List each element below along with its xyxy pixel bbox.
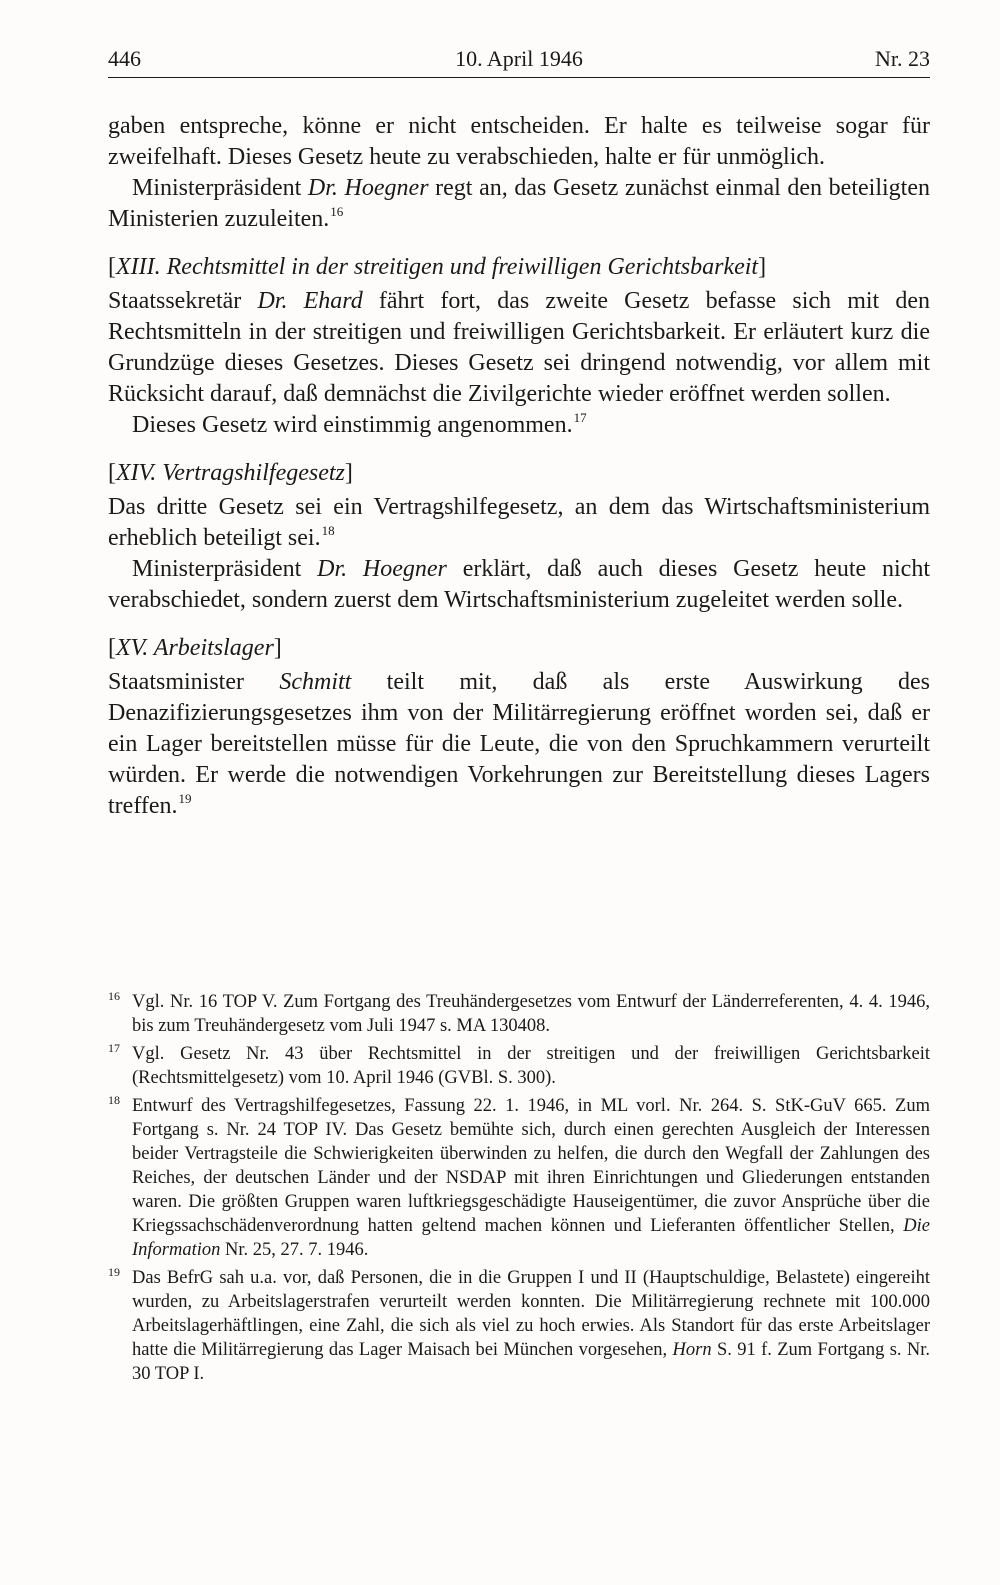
footnote-17 bbox=[108, 1042, 930, 1090]
footnote-text: S. 91 f. Zum Fortgang s. Nr. 30 TOP I. bbox=[132, 1340, 930, 1384]
author-name: Horn bbox=[672, 1340, 712, 1360]
footnote-reference[interactable]: 18 bbox=[321, 523, 335, 538]
publication-title: Die Information bbox=[132, 1216, 930, 1260]
speaker-name: Dr. Hoegner bbox=[317, 556, 447, 582]
paragraph-text: Staatsminister bbox=[108, 669, 280, 695]
footnote-text: Vgl. Nr. 16 TOP V. Zum Fortgang des Treuhändergesetzes vom Entwurf der Länderreferenten, 4. 4. 1946, bis zum Treuhändergesetz vom Juli 1947 s. MA 130408. bbox=[132, 992, 930, 1036]
bracket: ] bbox=[758, 254, 767, 280]
paragraph bbox=[108, 667, 930, 822]
paragraph bbox=[108, 286, 930, 410]
footnotes bbox=[108, 990, 930, 1390]
footnote-number: 17 bbox=[108, 1041, 120, 1055]
footnote-text: Vgl. Gesetz Nr. 43 über Rechtsmittel in der streitigen und der freiwilligen Gerichtsbarkeit (Rechtsmittelgesetz) vom 10. April 1946 (GVBl. S. 300). bbox=[132, 1044, 930, 1088]
paragraph-text: fährt fort, das zweite Gesetz befasse sich mit den Rechtsmitteln in der streitigen und freiwilligen Gerichtsbarkeit. Er erläutert kurz die Grundzüge dieses Gesetzes. Dieses Gesetz sei dringend notwendig, vor allem mit Rücksicht darauf, daß demnächst die Zivilgerichte wieder eröffnet werden sollen. bbox=[108, 288, 931, 407]
bracket: [ bbox=[108, 254, 116, 280]
page-number: 446 bbox=[108, 46, 141, 71]
paragraph bbox=[108, 111, 930, 173]
bracket: [ bbox=[108, 460, 116, 486]
section-title: XIV. Vertragshilfegesetz bbox=[116, 460, 345, 486]
paragraph-text: regt an, das Gesetz zunächst einmal den beteiligten Ministerien zuzuleiten. bbox=[108, 175, 930, 232]
paragraph bbox=[108, 410, 930, 441]
issue-number: Nr. 23 bbox=[875, 46, 930, 71]
paragraph-text: Staatssekretär bbox=[108, 288, 258, 314]
paragraph bbox=[108, 492, 930, 554]
section-title: XV. Arbeitslager bbox=[116, 635, 274, 661]
footnote-text: Nr. 25, 27. 7. 1946. bbox=[220, 1240, 369, 1260]
footnote-19 bbox=[108, 1266, 930, 1386]
footnote-16 bbox=[108, 990, 930, 1038]
main-text bbox=[108, 111, 930, 822]
header-date: 10. April 1946 bbox=[455, 46, 583, 71]
section-heading-xiv bbox=[108, 458, 930, 489]
footnote-text: Das BefrG sah u.a. vor, daß Personen, die in die Gruppen I und II (Hauptschuldige, Belastete) eingereiht wurden, zu Arbeitslagerstrafen verurteilt werden konnten. Die Militärregierung rechnete mit 100.000 Arbeitslagerhäftlingen, eine Zahl, die sich als viel zu hoch erwies. Als Standort für das erste Arbeitslager hatte die Militärregierung das Lager Maisach bei München vorgesehen, bbox=[132, 1268, 930, 1360]
footnote-text: Entwurf des Vertragshilfegesetzes, Fassung 22. 1. 1946, in ML vorl. Nr. 264. S. StK-GuV 665. Zum Fortgang s. Nr. 24 TOP IV. Das Gesetz bemühte sich, durch einen gerechten Ausgleich der Interessen beider Vertragsteile die Schwierigkeiten überwinden zu helfen, die durch den Wegfall der Zahlungen des Reiches, der deutschen Länder und der NSDAP mit ihren Einrichtungen und Gliederungen entstanden waren. Die größten Gruppen waren luftkriegsgeschädigte Hauseigentümer, die zuvor Ansprüche über die Kriegssachschädenverordnung hatten geltend machen können und Lieferanten öffentlicher Stellen, bbox=[132, 1096, 930, 1236]
footnote-18 bbox=[108, 1094, 930, 1262]
speaker-name: Schmitt bbox=[279, 669, 352, 695]
paragraph-text: Ministerpräsident bbox=[132, 556, 318, 582]
footnote-number: 19 bbox=[108, 1265, 120, 1279]
paragraph bbox=[108, 554, 930, 616]
footnote-reference[interactable]: 19 bbox=[178, 791, 192, 806]
paragraph-text: Ministerpräsident bbox=[132, 175, 308, 201]
section-heading-xv bbox=[108, 633, 930, 664]
bracket: ] bbox=[273, 635, 282, 661]
running-header bbox=[108, 44, 930, 74]
paragraph-text: teilt mit, daß als erste Auswirkung des Denazifizierungsgesetzes ihm von der Militärregierung eröffnet worden sei, daß er ein Lager bereitstellen müsse für die Leute, die von den Spruchkammern verurteilt würden. Er werde die notwendigen Vorkehrungen zur Bereitstellung dieses Lagers treffen. bbox=[108, 669, 930, 819]
footnote-reference[interactable]: 16 bbox=[330, 204, 344, 219]
paragraph bbox=[108, 173, 930, 235]
paragraph-text: Das dritte Gesetz sei ein Vertragshilfegesetz, an dem das Wirtschaftsministerium erheblich beteiligt sei. bbox=[108, 494, 930, 551]
paragraph-text: Dieses Gesetz wird einstimmig angenommen. bbox=[132, 412, 573, 438]
footnote-number: 18 bbox=[108, 1093, 120, 1107]
footnote-reference[interactable]: 17 bbox=[573, 410, 587, 425]
bracket: ] bbox=[344, 460, 353, 486]
footnote-number: 16 bbox=[108, 989, 120, 1003]
section-title: XIII. Rechtsmittel in der streitigen und freiwilligen Gerichtsbarkeit bbox=[116, 254, 759, 280]
bracket: [ bbox=[108, 635, 116, 661]
section-heading-xiii bbox=[108, 252, 930, 283]
speaker-name: Dr. Ehard bbox=[257, 288, 363, 314]
speaker-name: Dr. Hoegner bbox=[307, 175, 429, 201]
paragraph-text: erklärt, daß auch dieses Gesetz heute nicht verabschiedet, sondern zuerst dem Wirtschaftsministerium zugeleitet werden solle. bbox=[108, 556, 930, 613]
header-rule bbox=[108, 77, 930, 78]
paragraph-text: gaben entspreche, könne er nicht entscheiden. Er halte es teilweise sogar für zweifelhaft. Dieses Gesetz heute zu verabschieden, halte er für unmöglich. bbox=[108, 113, 930, 170]
